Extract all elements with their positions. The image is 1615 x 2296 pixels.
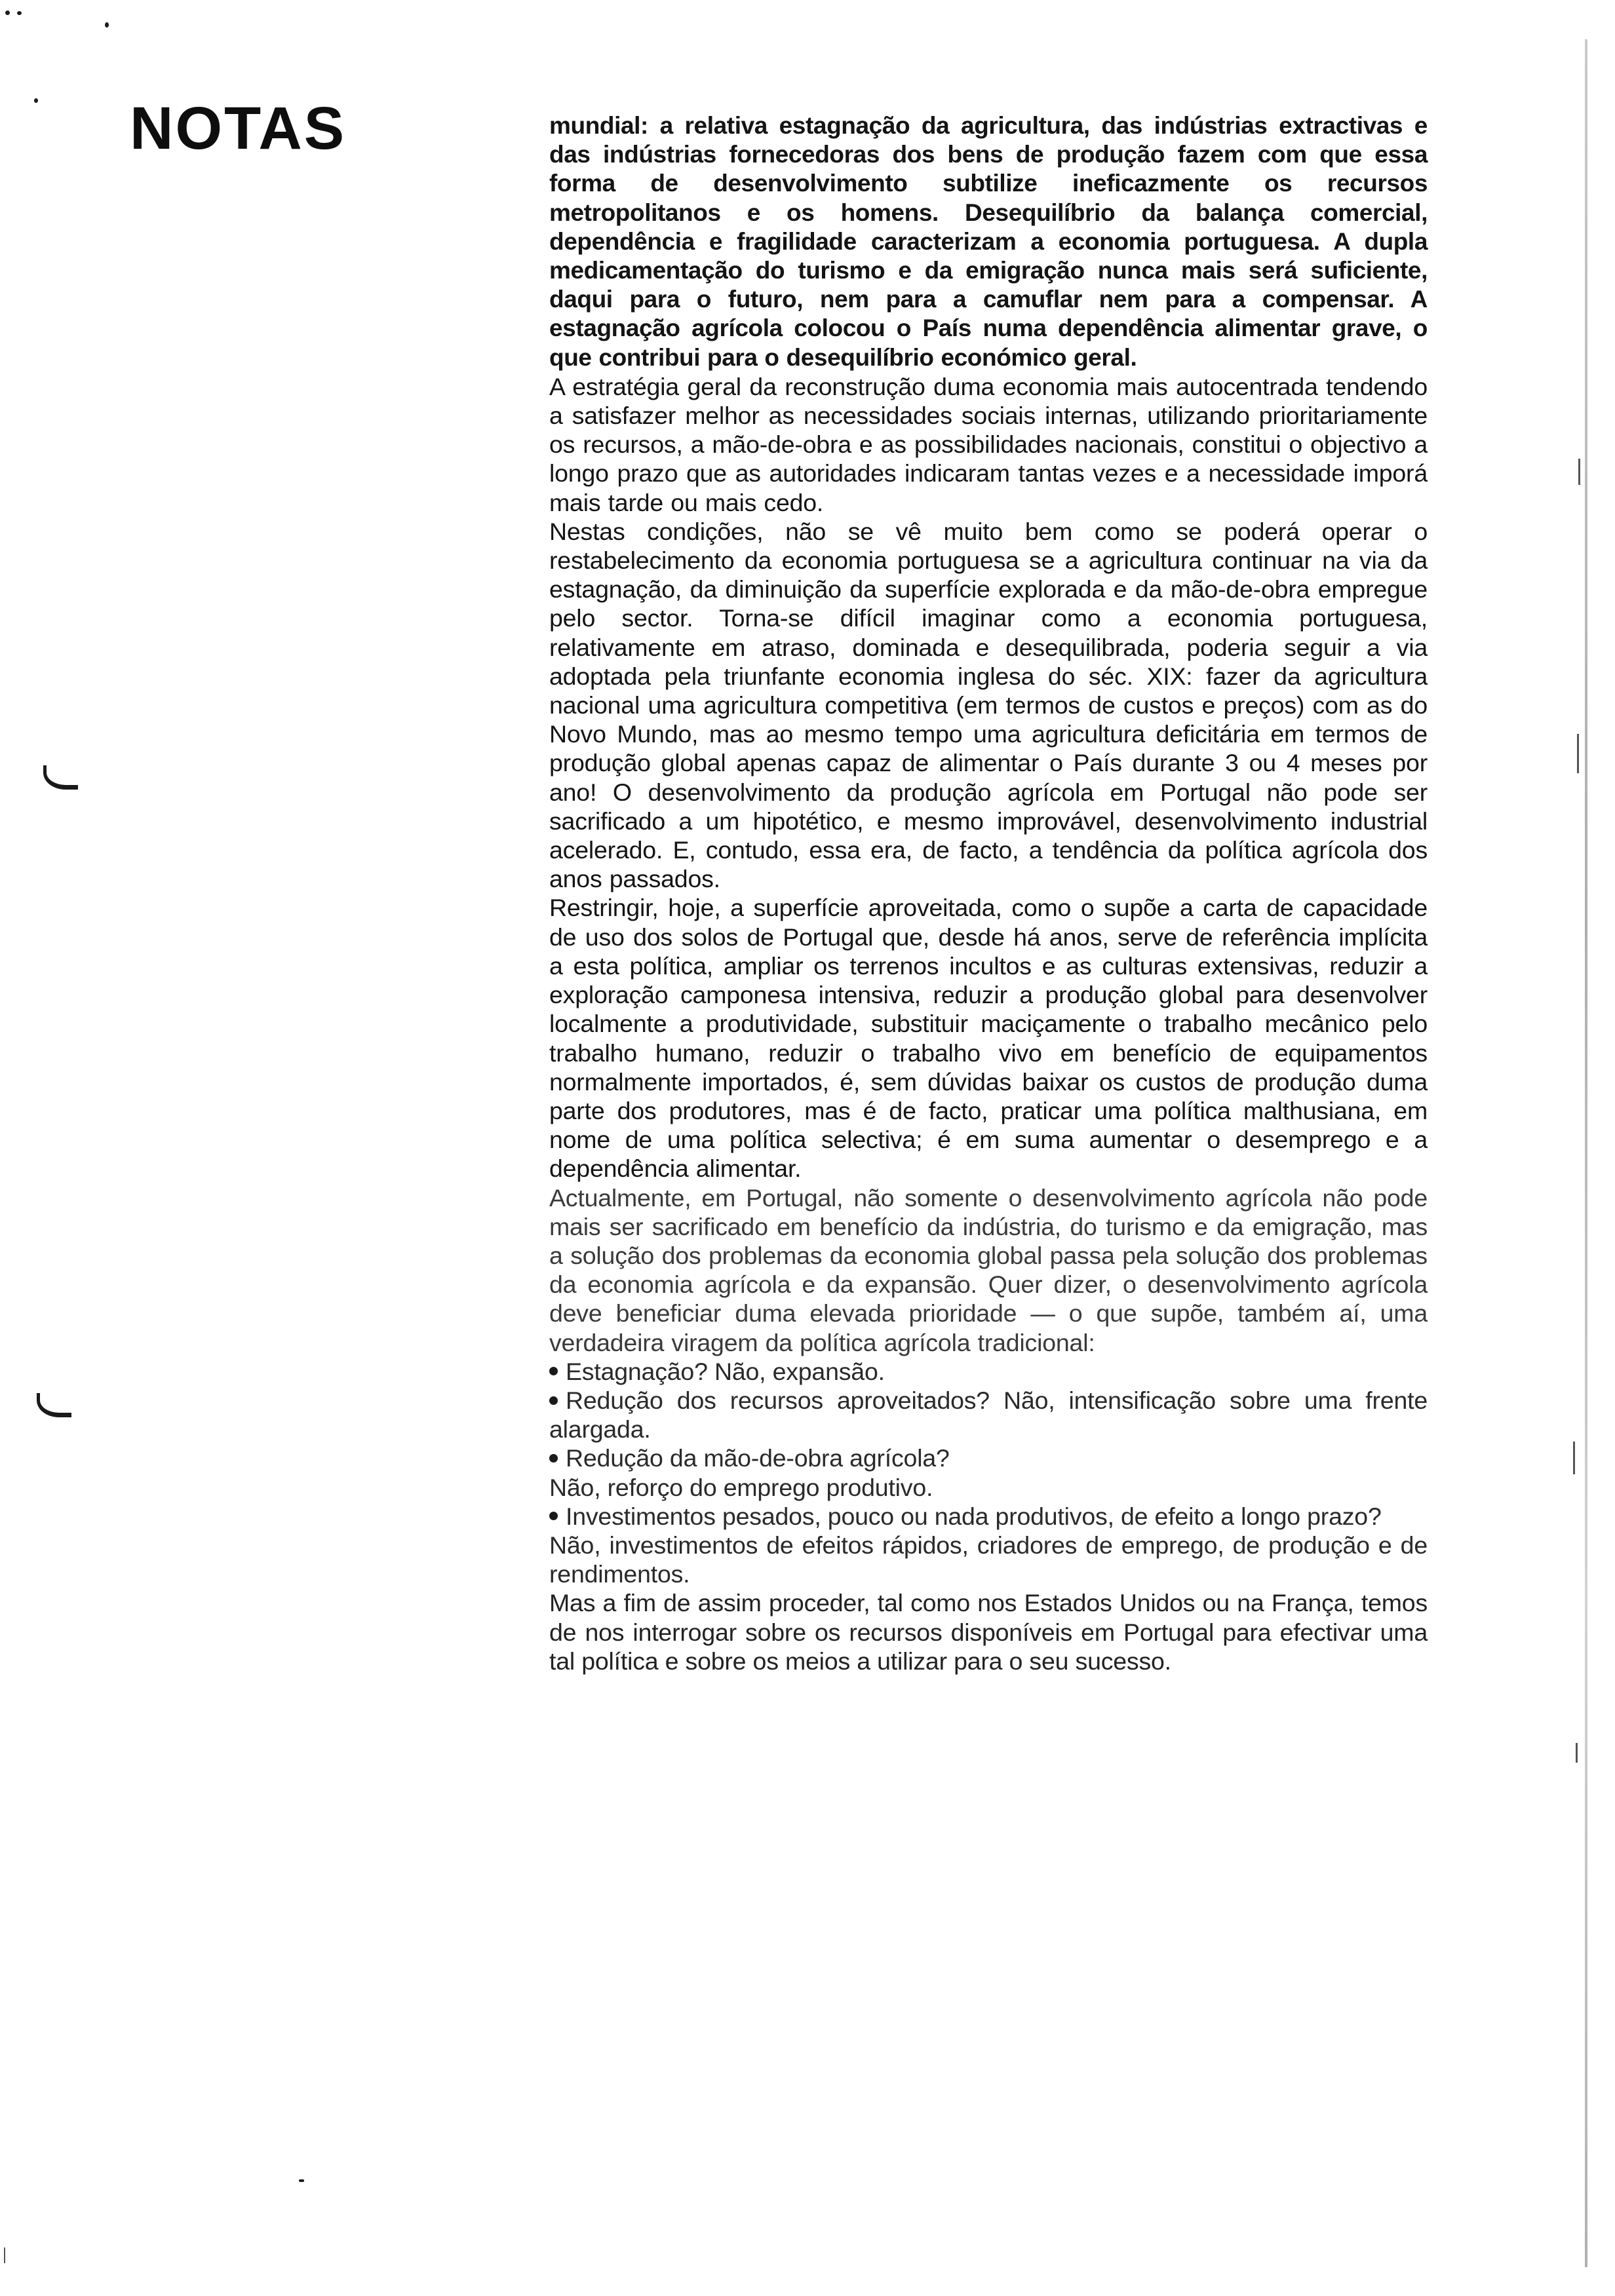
scan-tick bbox=[1578, 459, 1580, 485]
scan-tick bbox=[4, 2248, 5, 2263]
scan-tick bbox=[1576, 1743, 1578, 1763]
scan-speck bbox=[299, 2179, 304, 2182]
scan-tick bbox=[1573, 1442, 1575, 1474]
bullet-question: Redução da mão-de-obra agrícola? bbox=[566, 1444, 950, 1472]
scan-speck bbox=[34, 98, 38, 103]
paragraph-2: A estratégia geral da reconstrução duma economia mais autocentrada tendendo a satisfazer melhor as necessidades sociais internas, utilizando prioritariamente os recursos, a mão-de-obra e as possibilidades nacionais, constitui o objectivo a longo prazo que as autoridades indicaram tantas vezes e a necessidade imporá mais tarde ou mais cedo. bbox=[549, 372, 1428, 516]
bullet-dot-icon bbox=[549, 1396, 558, 1405]
paragraph-1: mundial: a relativa estagnação da agricultura, das indústrias extractivas e das indústrias fornecedoras dos bens de produção fazem com que essa forma de desenvolvimento subtilize ineficazmente os recursos metropolitanos e os homens. Desequilíbrio da balança comercial, dependência e fragilidade caracterizam a economia portuguesa. A dupla medicamentação do turismo e da emigração nunca mais será suficiente, daqui para o futuro, nem para a camuflar nem para a compensar. A estagnação agrícola colocou o País numa dependência alimentar grave, o que contribui para o desequilíbrio económico geral. bbox=[549, 112, 1428, 371]
scan-speck bbox=[105, 22, 109, 28]
binder-mark-upper bbox=[43, 765, 78, 790]
bullet-item-2 bbox=[549, 1386, 1428, 1444]
paragraph-5: Actualmente, em Portugal, não somente o desenvolvimento agrícola não pode mais ser sacrificado em benefício da indústria, do turismo e da emigração, mas a solução dos problemas da economia global passa pela solução dos problemas da economia agrícola e da expansão. Quer dizer, o desenvolvimento agrícola deve beneficiar duma elevada prioridade — o que supõe, também aí, uma verdadeira viragem da política agrícola tradicional: bbox=[549, 1183, 1428, 1356]
page-edge-shadow bbox=[1585, 39, 1587, 2267]
bullet-item-3 bbox=[549, 1444, 1428, 1472]
scan-speck bbox=[5, 10, 10, 15]
bullet-dot-icon bbox=[549, 1512, 558, 1520]
text-column bbox=[549, 111, 1428, 2031]
bullet-question: Redução dos recursos aproveitados? Não, intensificação sobre uma frente alargada. bbox=[549, 1386, 1428, 1444]
bullet-answer-3: Não, reforço do emprego produtivo. bbox=[549, 1473, 933, 1501]
bullet-dot-icon bbox=[549, 1367, 558, 1375]
page-heading: NOTAS bbox=[130, 95, 347, 162]
bullet-question: Investimentos pesados, pouco ou nada produtivos, de efeito a longo prazo? bbox=[566, 1502, 1382, 1530]
bullet-item-1 bbox=[549, 1357, 1428, 1386]
bullet-dot-icon bbox=[549, 1454, 558, 1463]
closing-paragraph: Mas a fim de assim proceder, tal como nos Estados Unidos ou na França, temos de nos interrogar sobre os recursos disponíveis em Portugal para efectivar uma tal política e sobre os meios a utilizar para o seu sucesso. bbox=[549, 1589, 1428, 1675]
bullet-answer-4: Não, investimentos de efeitos rápidos, criadores de emprego, de produção e de rendimentos. bbox=[549, 1531, 1428, 1588]
binder-mark-lower bbox=[37, 1393, 71, 1417]
scan-tick bbox=[1577, 734, 1579, 773]
scan-speck bbox=[17, 11, 22, 15]
paragraph-4: Restringir, hoje, a superfície aproveitada, como o supõe a carta de capacidade de uso dos solos de Portugal que, desde há anos, serve de referência implícita a esta política, ampliar os terrenos incultos e as culturas extensivas, reduzir a exploração camponesa intensiva, reduzir a produção global para desenvolver localmente a produtividade, substituir maciçamente o trabalho mecânico pelo trabalho humano, reduzir o trabalho vivo em benefício de equipamentos normalmente importados, é, sem dúvidas baixar os custos de produção duma parte dos produtores, mas é de facto, praticar uma política malthusiana, em nome de uma política selectiva; é em suma aumentar o desemprego e a dependência alimentar. bbox=[549, 894, 1428, 1183]
paragraph-3: Nestas condições, não se vê muito bem como se poderá operar o restabelecimento da economia portuguesa se a agricultura continuar na via da estagnação, da diminuição da superfície explorada e da mão-de-obra empregue pelo sector. Torna-se difícil imaginar como a economia portuguesa, relativamente em atraso, dominada e desequilibrada, poderia seguir a via adoptada pela triunfante economia inglesa do séc. XIX: fazer da agricultura nacional uma agricultura competitiva (em termos de custos e preços) com as do Novo Mundo, mas ao mesmo tempo uma agricultura deficitária em termos de produção global apenas capaz de alimentar o País durante 3 ou 4 meses por ano! O desenvolvimento da produção agrícola em Portugal não pode ser sacrificado a um hipotético, e mesmo improvável, desenvolvimento industrial acelerado. E, contudo, essa era, de facto, a tendência da política agrícola dos anos passados. bbox=[549, 517, 1428, 893]
bullet-item-4 bbox=[549, 1502, 1428, 1531]
bullet-question: Estagnação? Não, expansão. bbox=[566, 1357, 885, 1385]
